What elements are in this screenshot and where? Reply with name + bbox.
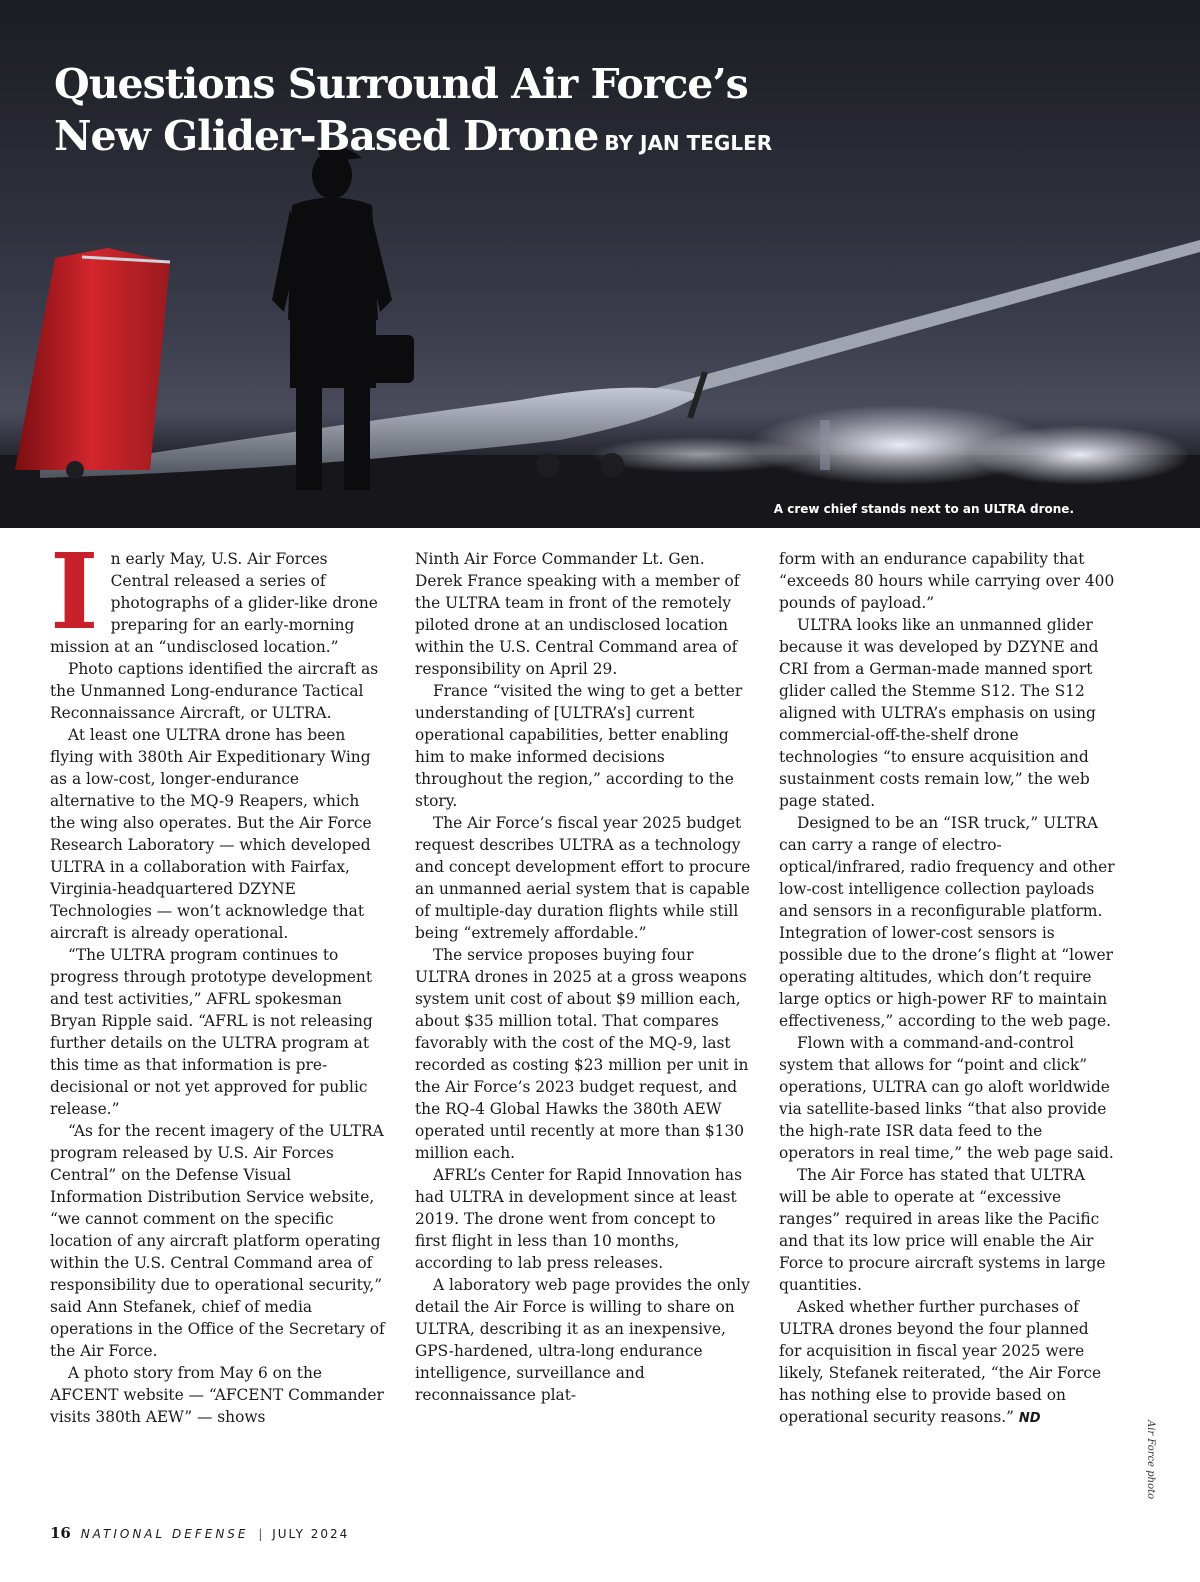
article-paragraph: The Air Force has stated that ULTRA will be able to operate at “excessive ranges” required in areas like the Pacific and that its low price will enable the Air Force to procure aircraft systems in large quantities. [779, 1166, 1106, 1294]
drone-wing [630, 240, 1200, 405]
paragraph-text: n early May, U.S. Air Forces Central released a series of photographs of a glider-like drone preparing for an early-morning mission at an “undisclosed location.” [50, 550, 378, 656]
article-paragraph: “The ULTRA program continues to progress through prototype development and test activities,” AFRL spokesman Bryan Ripple said. “AFRL is not releasing further details on the ULTRA program at this time as that information is pre-decisional or not yet approved for public release.” [50, 946, 373, 1118]
article-paragraph: At least one ULTRA drone has been flying with 380th Air Expeditionary Wing as a low-cost, longer-endurance alternative to the MQ-9 Reapers, which the wing also operates. But the Air Force Research Laboratory — which developed ULTRA in a collaboration with Fairfax, Virginia-headquartered DZYNE Technologies — won’t acknowledge that aircraft is already operational. [50, 726, 372, 942]
article-paragraph [779, 1296, 1115, 1430]
article-paragraph: Photo captions identified the aircraft as the Unmanned Long-endurance Tactical Reconnaissance Aircraft, or ULTRA. [50, 660, 379, 722]
article-paragraph: “As for the recent imagery of the ULTRA program released by U.S. Air Forces Central” on the Defense Visual Information Distribution Service website, “we cannot comment on the specific location of any aircraft platform operating within the U.S. Central Command area of responsibility due to operational security,” said Ann Stefanek, chief of media operations in the Office of the Secretary of the Air Force. [50, 1122, 385, 1360]
article-paragraph: France “visited the wing to get a better understanding of [ULTRA’s] current operational capabilities, better enabling him to make informed decisions throughout the region,” according to the story. [415, 682, 743, 810]
headline-line-2: New Glider-Based Drone [54, 112, 599, 160]
article-paragraph: Designed to be an “ISR truck,” ULTRA can carry a range of electro-optical/infrared, radio frequency and other low-cost intelligence collection payloads and sensors in a reconfigurable platform. Integration of lower-cost sensors is possible due to the drone’s flight at “lower operating altitudes, which don’t require large optics or high-power RF to maintain effectiveness,” according to the web page. [779, 814, 1115, 1030]
photo-credit: Air Force photo [1145, 1420, 1156, 1500]
article-paragraph: Ninth Air Force Commander Lt. Gen. Derek France speaking with a member of the ULTRA team in front of the remotely piloted drone at an undisclosed location within the U.S. Central Command area of responsibility on April 29. [415, 550, 740, 678]
article-paragraph: A photo story from May 6 on the AFCENT website — “AFCENT Commander visits 380th AEW” — shows [50, 1364, 384, 1426]
article-paragraph: The service proposes buying four ULTRA drones in 2025 at a gross weapons system unit cost of about $9 million each, about $35 million total. That compares favorably with the cost of the MQ-9, last recorded as costing $23 million per unit in the Air Force’s 2023 budget request, and the RQ-4 Global Hawks the 380th AEW operated until recently at more than $130 million each. [415, 946, 749, 1162]
publication-name: NATIONAL DEFENSE [80, 1527, 249, 1541]
issue-date: JULY 2024 [272, 1527, 350, 1541]
article-column-2 [415, 548, 751, 1406]
article-paragraph: A laboratory web page provides the only detail the Air Force is willing to share on ULTRA, describing it as an inexpensive, GPS-hardened, ultra-long endurance intelligence, surveillance and reconnaissance plat- [415, 1276, 750, 1404]
headline-line-1: Questions Surround Air Force’s [54, 60, 748, 108]
headline [54, 58, 772, 169]
paragraph-text: Asked whether further purchases of ULTRA drones beyond the four planned for acquisition in fiscal year 2025 were likely, Stefanek reiterated, “the Air Force has nothing else to provide based on operational security reasons.” [779, 1298, 1102, 1426]
airfield-light-glow [970, 425, 1190, 485]
article-column-1 [50, 530, 386, 1428]
page-number: 16 [50, 1524, 71, 1542]
drone-red-tail [15, 248, 170, 470]
article-paragraph: The Air Force’s fiscal year 2025 budget request describes ULTRA as a technology and concept development effort to procure an unmanned aerial system that is capable of multiple-day duration flights while still being “extremely affordable.” [415, 814, 751, 942]
landing-wheel [536, 453, 560, 477]
article-paragraph [50, 530, 386, 658]
landing-wheel [66, 461, 84, 479]
hero-photo [0, 0, 1200, 528]
article-paragraph: form with an endurance capability that “exceeds 80 hours while carrying over 400 pounds of payload.” [779, 550, 1115, 612]
article-paragraph: Flown with a command-and-control system that allows for “point and click” operations, ULTRA can go aloft worldwide via satellite-based links “that also provide the high-rate ISR data feed to the operators in real time,” the web page said. [779, 1034, 1114, 1162]
drop-cap: I [50, 530, 99, 653]
page-footer [50, 1524, 349, 1542]
byline: BY JAN TEGLER [604, 131, 773, 155]
control-tower [820, 420, 830, 470]
photo-caption: A crew chief stands next to an ULTRA drone. [773, 502, 1074, 516]
article-column-3 [779, 548, 1115, 1430]
landing-wheel [600, 453, 624, 477]
end-mark: ND [1018, 1411, 1041, 1426]
footer-separator: | [258, 1527, 263, 1541]
article-paragraph: AFRL’s Center for Rapid Innovation has had ULTRA in development since at least 2019. The drone went from concept to first flight in less than 10 months, according to lab press releases. [415, 1166, 742, 1272]
article-paragraph: ULTRA looks like an unmanned glider because it was developed by DZYNE and CRI from a German-made manned sport glider called the Stemme S12. The S12 aligned with ULTRA’s emphasis on using commercial-off-the-shelf drone technologies “to ensure acquisition and sustainment costs remain low,” the web page stated. [779, 616, 1099, 810]
